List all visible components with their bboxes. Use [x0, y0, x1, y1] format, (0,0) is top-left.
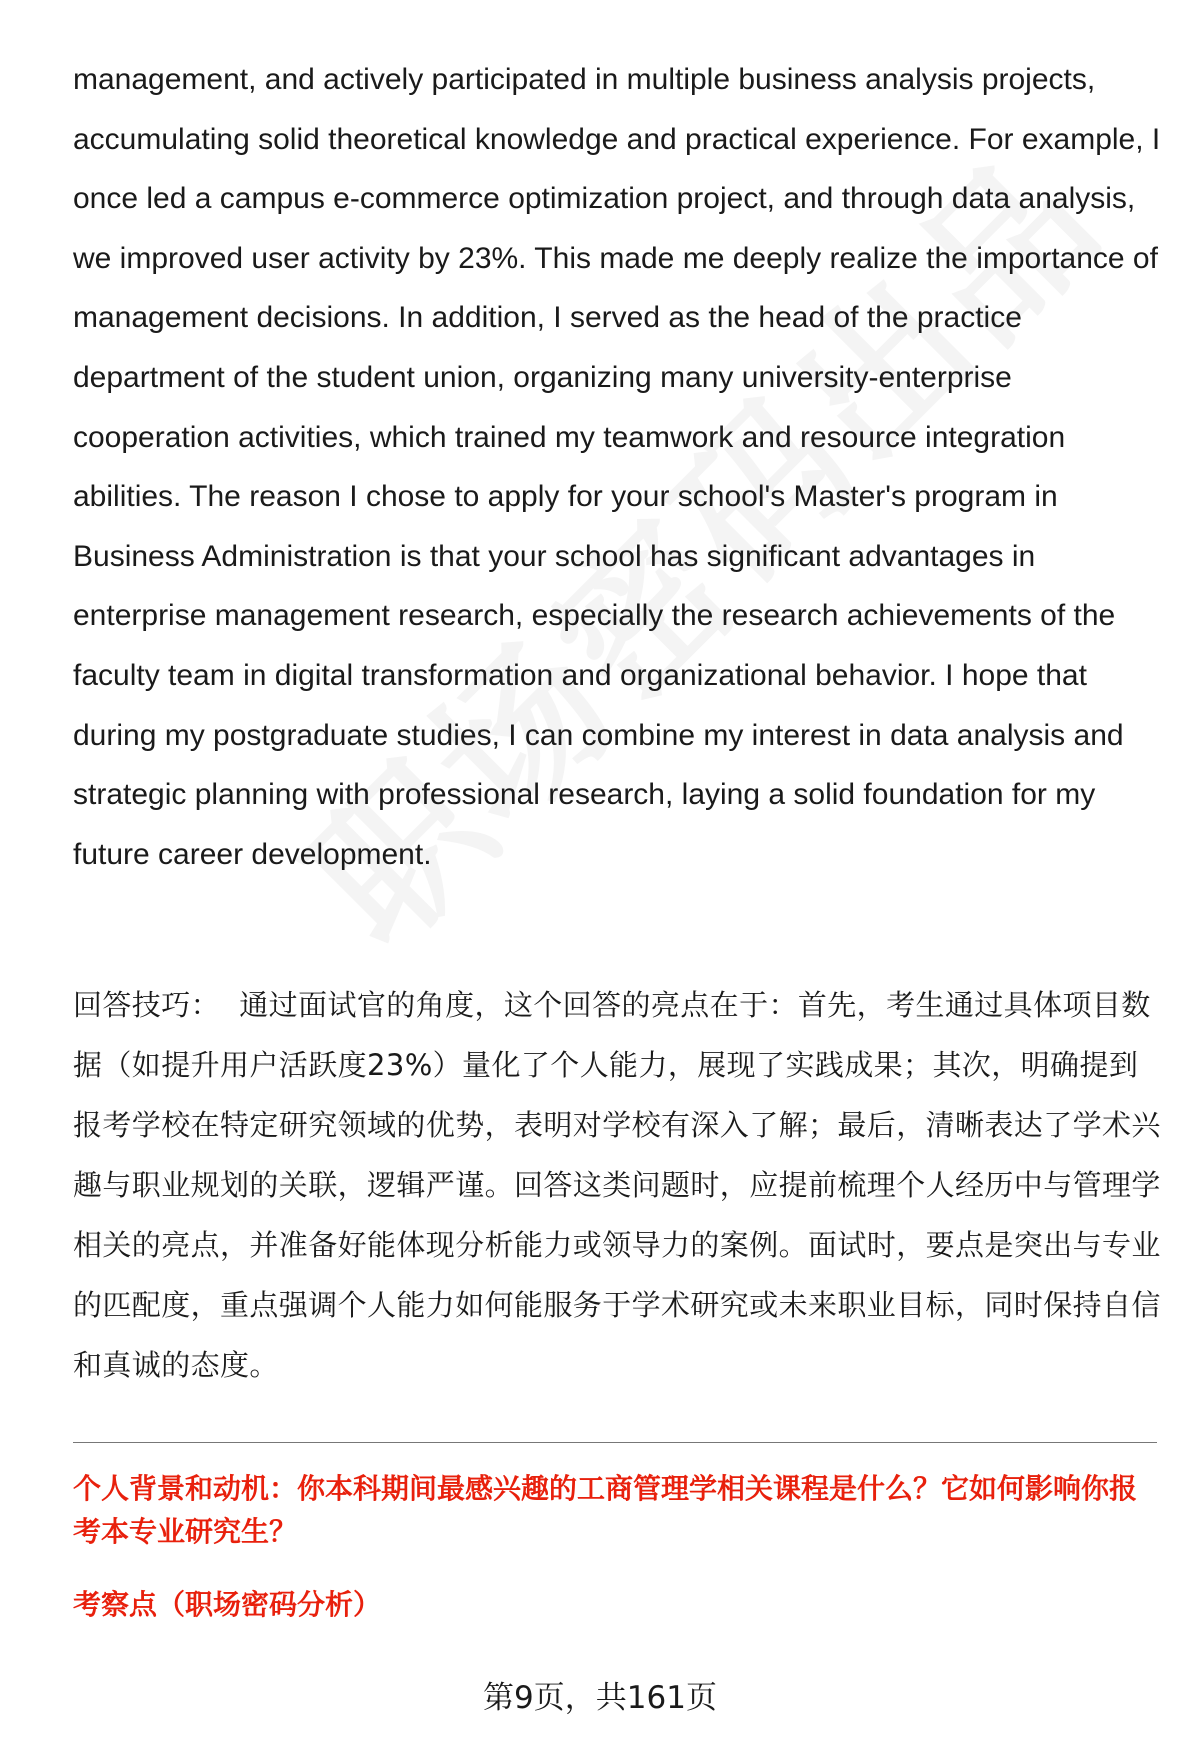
interview-question-heading: 个人背景和动机：你本科期间最感兴趣的工商管理学相关课程是什么？它如何影响你报考本专业研究生？ [73, 1472, 1138, 1548]
assessment-point-heading: 考察点（职场密码分析） [73, 1588, 382, 1621]
page-number-footer: 第9页，共161页 [483, 1680, 717, 1716]
answer-tips-text: 通过面试官的角度，这个回答的亮点在于：首先，考生通过具体项目数据（如提升用户活跃度23%）量化了个人能力，展现了实践成果；其次，明确提到报考学校在特定研究领域的优势，表明对学校有深入了解；最后，清晰表达了学术兴趣与职业规划的关联，逻辑严谨。回答这类问题时，应提前梳理个人经历中与管理学相关的亮点，并准备好能体现分析能力或领导力的案例。面试时，要点是突出与专业的匹配度，重点强调个人能力如何能服务于学术研究或未来职业目标，同时保持自信和真诚的态度。 [73, 988, 1161, 1382]
answer-tips-gap [220, 988, 239, 1022]
answer-tips-label: 回答技巧： [73, 988, 221, 1022]
answer-tips-paragraph [73, 975, 1163, 1395]
sample-answer-paragraph: management, and actively participated in multiple business analysis projects, accumulating solid theoretical knowledge and practical experience. For example, I once led a campus e-commerce optimization project, and through data analysis, we improved user activity by 23%. This made me deeply realize the importance of management decisions. In addition, I served as the head of the practice department of the student union, organizing many university-enterprise cooperation activities, which trained my teamwork and resource integration abilities. The reason I chose to apply for your school's Master's program in Business Administration is that your school has significant advantages in enterprise management research, especially the research achievements of the faculty team in digital transformation and organizational behavior. I hope that during my postgraduate studies, I can combine my interest in data analysis and strategic planning with professional research, laying a solid foundation for my future career development. [73, 63, 1161, 871]
section-divider [73, 1442, 1157, 1443]
